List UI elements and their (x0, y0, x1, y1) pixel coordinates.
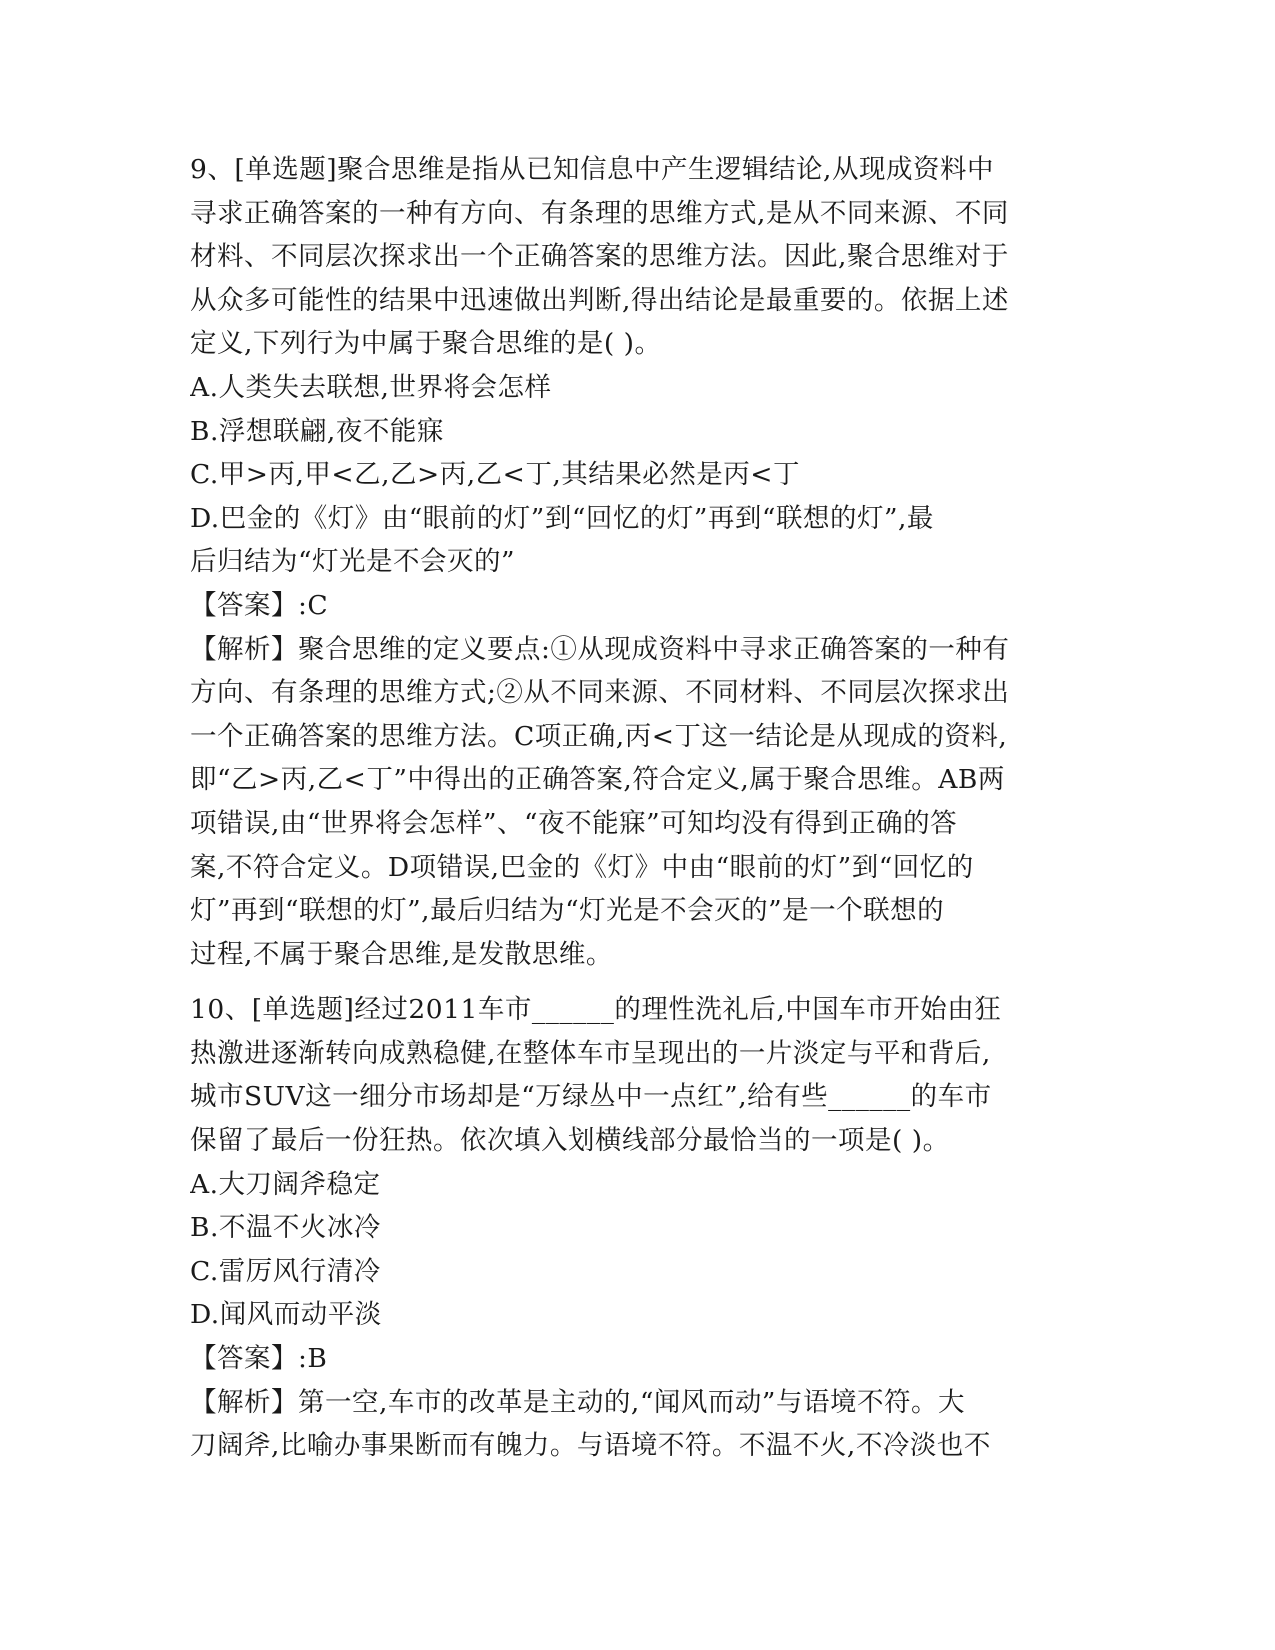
option-b: B.不温不火冰冷 (190, 1212, 381, 1244)
option-b: B.浮想联翩,夜不能寐 (190, 415, 444, 447)
option-a: A.大刀阔斧稳定 (190, 1168, 381, 1200)
question-separator (190, 976, 1085, 988)
question-stem (190, 148, 1085, 366)
option-d: D.闻风而动平淡 (190, 1299, 382, 1331)
text-line: 过程,不属于聚合思维,是发散思维。 (190, 938, 613, 970)
text-line: 9、[单选题]聚合思维是指从已知信息中产生逻辑结论,从现成资料中 (190, 154, 994, 185)
text-line: 定义,下列行为中属于聚合思维的是( )。 (190, 328, 662, 360)
option-c: C.甲>丙,甲<乙,乙>丙,乙<丁,其结果必然是丙<丁 (190, 459, 800, 491)
text-line: 灯”再到“联想的灯”,最后归结为“灯光是不会灭的”是一个联想的 (190, 895, 945, 927)
text-line: 方向、有条理的思维方式;②从不同来源、不同材料、不同层次探求出 (190, 677, 1010, 709)
answer: 【答案】:B (190, 1343, 328, 1375)
option-c: C.雷厉风行清冷 (190, 1255, 381, 1287)
option-a: A.人类失去联想,世界将会怎样 (190, 371, 552, 403)
text-line: 从众多可能性的结果中迅速做出判断,得出结论是最重要的。依据上述 (190, 284, 1009, 316)
question-9 (190, 148, 1085, 976)
text-line: 【解析】聚合思维的定义要点:①从现成资料中寻求正确答案的一种有 (190, 633, 1010, 665)
text-line: 【解析】第一空,车市的改革是主动的,“闻风而动”与语境不符。大 (190, 1386, 965, 1418)
text-line: 寻求正确答案的一种有方向、有条理的思维方式,是从不同来源、不同 (190, 197, 1009, 229)
text-line: 一个正确答案的思维方法。C项正确,丙<丁这一结论是从现成的资料, (190, 720, 1008, 752)
document-content (190, 148, 1085, 1468)
question-options (190, 366, 1085, 584)
text-line: 10、[单选题]经过2011车市______的理性洗礼后,中国车市开始由狂 (190, 994, 1002, 1026)
text-line: 热激进逐渐转向成熟稳健,在整体车市呈现出的一片淡定与平和背后, (190, 1037, 991, 1069)
text-line: 城市SUV这一细分市场却是“万绿丛中一点红”,给有些______的车市 (190, 1081, 992, 1113)
option-d-continued: 后归结为“灯光是不会灭的” (190, 546, 516, 578)
analysis (190, 628, 1085, 977)
text-line: 保留了最后一份狂热。依次填入划横线部分最恰当的一项是( )。 (190, 1125, 950, 1157)
analysis (190, 1381, 1085, 1468)
question-stem (190, 988, 1085, 1162)
text-line: 材料、不同层次探求出一个正确答案的思维方法。因此,聚合思维对于 (190, 241, 1009, 273)
option-d: D.巴金的《灯》由“眼前的灯”到“回忆的灯”再到“联想的灯”,最 (190, 502, 934, 534)
text-line: 案,不符合定义。D项错误,巴金的《灯》中由“眼前的灯”到“回忆的 (190, 851, 974, 883)
text-line: 项错误,由“世界将会怎样”、“夜不能寐”可知均没有得到正确的答 (190, 807, 958, 839)
answer: 【答案】:C (190, 589, 329, 621)
question-10 (190, 988, 1085, 1468)
text-line: 即“乙>丙,乙<丁”中得出的正确答案,符合定义,属于聚合思维。AB两 (190, 764, 1005, 796)
text-line: 刀阔斧,比喻办事果断而有魄力。与语境不符。不温不火,不冷淡也不 (190, 1430, 991, 1462)
question-options (190, 1163, 1085, 1337)
